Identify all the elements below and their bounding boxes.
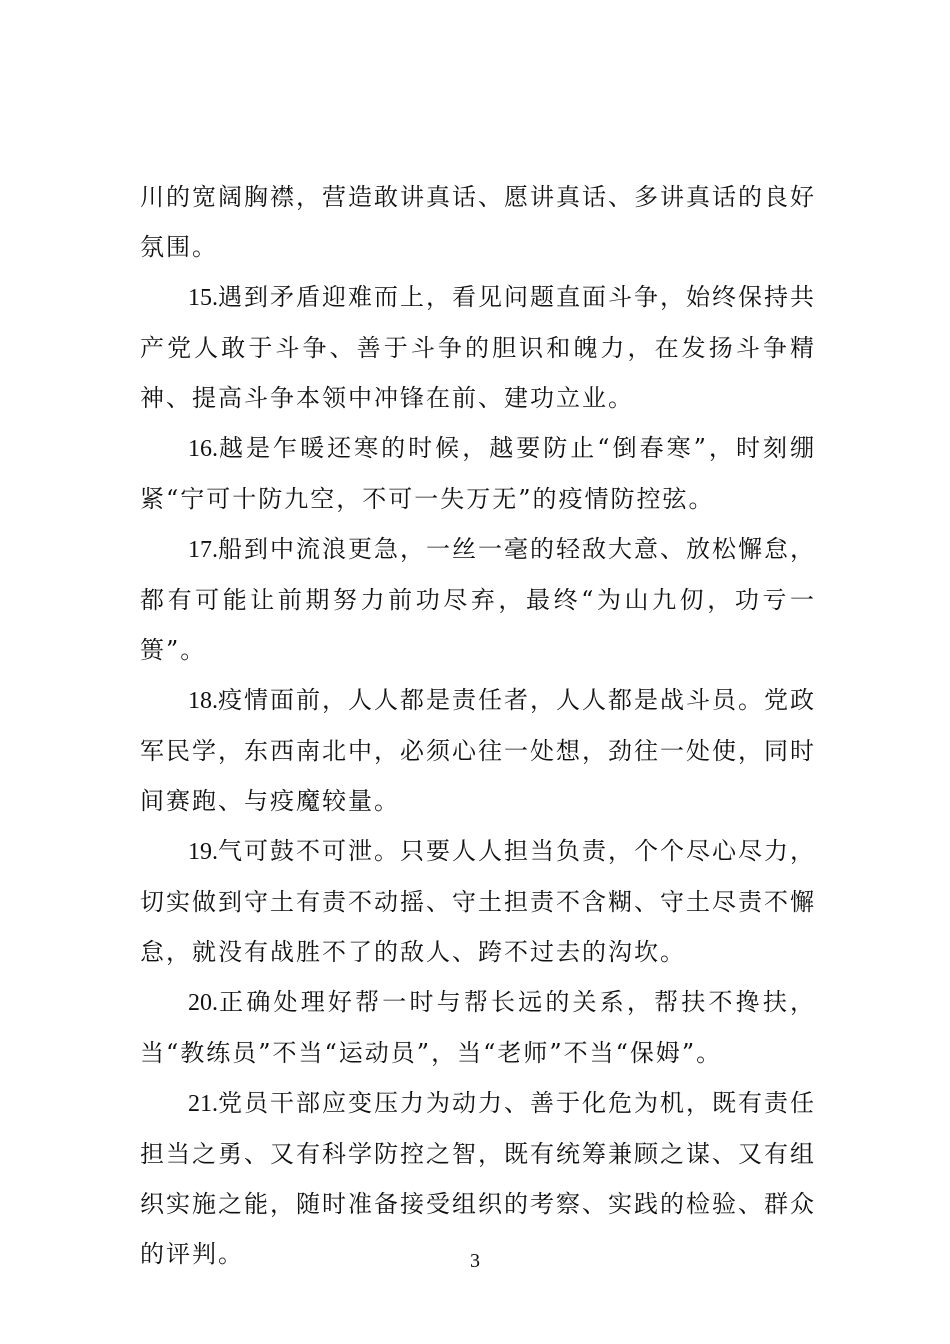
item-number: 20. bbox=[188, 990, 218, 1016]
paragraph-item-18 bbox=[140, 675, 816, 826]
item-number: 21. bbox=[188, 1091, 218, 1117]
paragraph-text: 正确处理好帮一时与帮长远的关系，帮扶不搀扶，当“教练员”不当“运动员”，当“老师”不当“保姆”。 bbox=[140, 988, 816, 1067]
item-number: 15. bbox=[188, 285, 218, 311]
paragraph-text: 船到中流浪更急，一丝一毫的轻敌大意、放松懈怠，都有可能让前期努力前功尽弃，最终“为山九仞，功亏一篑”。 bbox=[140, 535, 816, 664]
paragraph-item-16 bbox=[140, 423, 816, 524]
page-number: 3 bbox=[470, 1250, 480, 1272]
paragraph-item-21 bbox=[140, 1078, 816, 1279]
paragraph-text: 川的宽阔胸襟，营造敢讲真话、愿讲真话、多讲真话的良好氛围。 bbox=[140, 183, 816, 261]
paragraph-text: 党员干部应变压力为动力、善于化危为机，既有责任担当之勇、又有科学防控之智，既有统筹兼顾之谋、又有组织实施之能，随时准备接受组织的考察、实践的检验、群众的评判。 bbox=[140, 1089, 816, 1268]
item-number: 16. bbox=[188, 436, 218, 462]
paragraph-item-19 bbox=[140, 826, 816, 977]
paragraph-text: 遇到矛盾迎难而上，看见问题直面斗争，始终保持共产党人敢于斗争、善于斗争的胆识和魄力，在发扬斗争精神、提高斗争本领中冲锋在前、建功立业。 bbox=[140, 283, 816, 412]
document-body bbox=[140, 172, 816, 1279]
paragraph-text: 疫情面前，人人都是责任者，人人都是战斗员。党政军民学，东西南北中，必须心往一处想，劲往一处使，同时间赛跑、与疫魔较量。 bbox=[140, 686, 816, 815]
paragraph-item-20 bbox=[140, 977, 816, 1078]
paragraph-continued bbox=[140, 172, 816, 272]
paragraph-item-17 bbox=[140, 524, 816, 675]
item-number: 19. bbox=[188, 839, 218, 865]
item-number: 18. bbox=[188, 688, 218, 714]
paragraph-text: 越是乍暖还寒的时候，越要防止“倒春寒”，时刻绷紧“宁可十防九空，不可一失万无”的疫情防控弦。 bbox=[140, 434, 816, 513]
paragraph-text: 气可鼓不可泄。只要人人担当负责，个个尽心尽力，切实做到守土有责不动摇、守土担责不含糊、守土尽责不懈怠，就没有战胜不了的敌人、跨不过去的沟坎。 bbox=[140, 837, 816, 966]
item-number: 17. bbox=[188, 537, 218, 563]
paragraph-item-15 bbox=[140, 272, 816, 423]
